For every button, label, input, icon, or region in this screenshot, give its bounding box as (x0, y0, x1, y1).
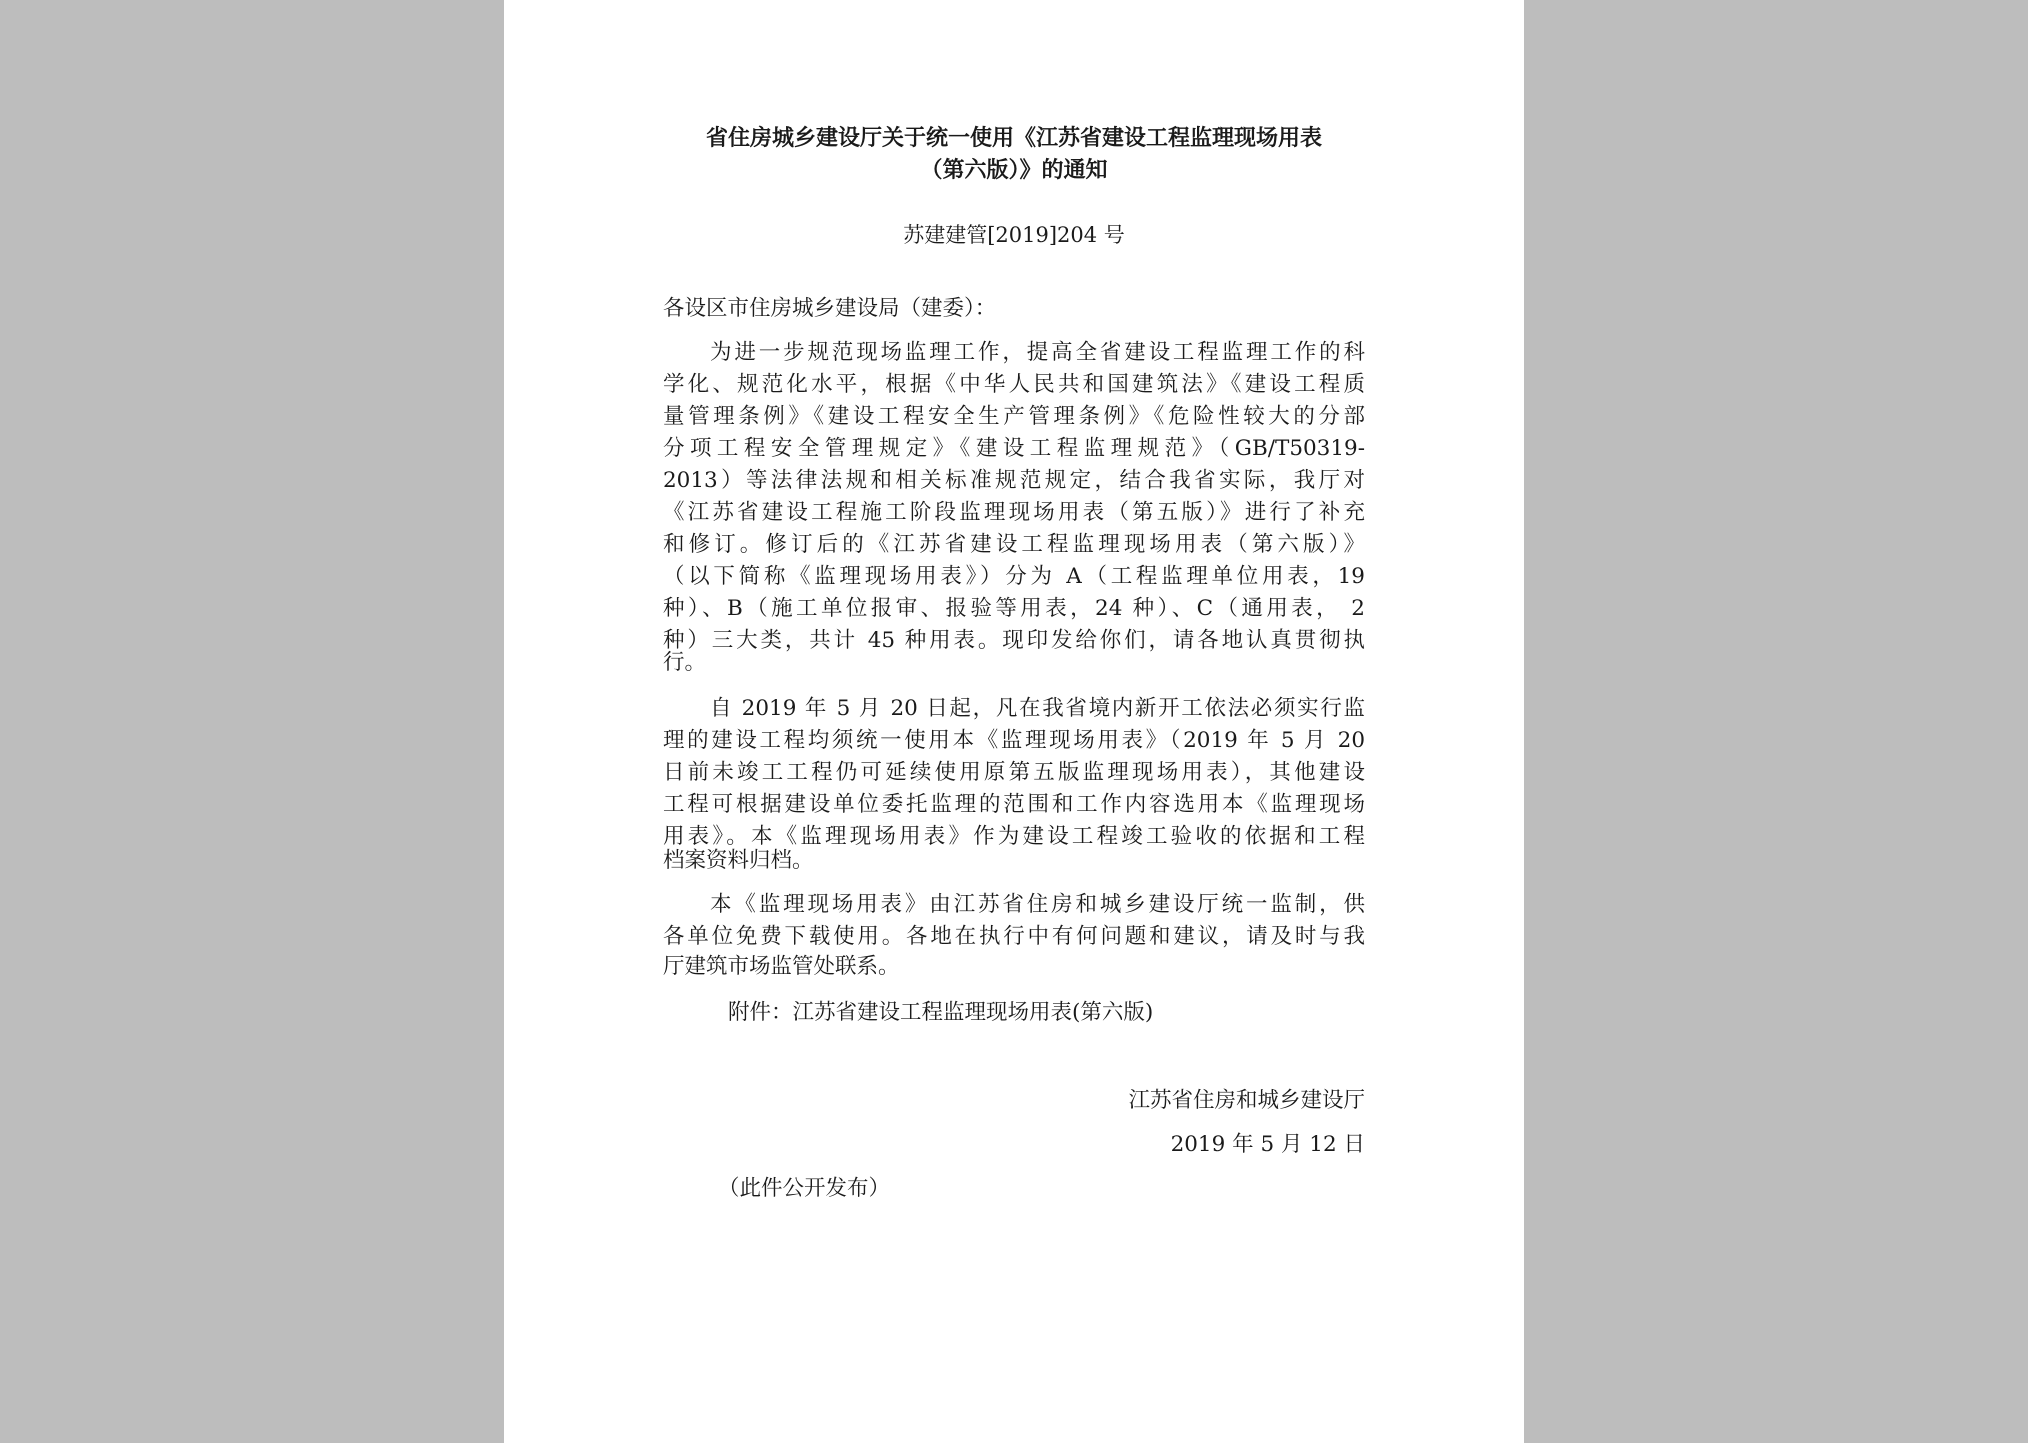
paragraph-1-line: 行。 (663, 650, 707, 675)
paragraph-1-line: 2013）等法律法规和相关标准规范规定，结合我省实际，我厅对 (663, 468, 1365, 493)
paragraph-1-line: 学化、规范化水平，根据《中华人民共和国建筑法》《建设工程质 (663, 372, 1365, 397)
paragraph-3-line: 本《监理现场用表》由江苏省住房和城乡建设厅统一监制，供 (710, 892, 1365, 917)
paragraph-3-line: 厅建筑市场监管处联系。 (663, 954, 900, 979)
paragraph-2-line: 用表》。本《监理现场用表》作为建设工程竣工验收的依据和工程 (663, 824, 1365, 849)
publication-note: （此件公开发布） (718, 1176, 891, 1201)
paragraph-1-line: 为进一步规范现场监理工作，提高全省建设工程监理工作的科 (710, 340, 1365, 365)
paragraph-1-line: 种）、B（施工单位报审、报验等用表，24 种）、C（通用表， 2 (663, 596, 1365, 621)
attachment-line: 附件：江苏省建设工程监理现场用表(第六版) (728, 1000, 1154, 1025)
document-page (504, 0, 1524, 1443)
paragraph-3-line: 各单位免费下载使用。各地在执行中有何问题和建议，请及时与我 (663, 924, 1365, 949)
paragraph-1-line: （以下简称《监理现场用表》）分为 A（工程监理单位用表，19 (663, 564, 1365, 589)
paragraph-1-line: 分项工程安全管理规定》《建设工程监理规范》（GB/T50319- (663, 436, 1365, 461)
paragraph-1-line: 种）三大类，共计 45 种用表。现印发给你们，请各地认真贯彻执 (663, 628, 1365, 653)
document-title-line-1: 省住房城乡建设厅关于统一使用《江苏省建设工程监理现场用表 (705, 126, 1322, 151)
paragraph-2-line: 理的建设工程均须统一使用本《监理现场用表》（2019 年 5 月 20 (663, 728, 1365, 753)
document-number: 苏建建管[2019]204 号 (903, 223, 1125, 247)
paragraph-1-line: 《江苏省建设工程施工阶段监理现场用表（第五版）》进行了补充 (663, 500, 1365, 525)
paragraph-2-line: 工程可根据建设单位委托监理的范围和工作内容选用本《监理现场 (663, 792, 1365, 817)
paragraph-2-line: 自 2019 年 5 月 20 日起，凡在我省境内新开工依法必须实行监 (710, 696, 1365, 721)
salutation: 各设区市住房城乡建设局（建委）： (663, 296, 997, 321)
document-title-line-2: （第六版）》的通知 (920, 158, 1108, 183)
paragraph-1-line: 量管理条例》《建设工程安全生产管理条例》《危险性较大的分部 (663, 404, 1365, 429)
issue-date: 2019 年 5 月 12 日 (1170, 1132, 1365, 1157)
issuer-name: 江苏省住房和城乡建设厅 (1128, 1088, 1365, 1113)
paragraph-1-line: 和修订。修订后的《江苏省建设工程监理现场用表（第六版）》 (663, 532, 1365, 557)
paragraph-2-line: 日前未竣工工程仍可延续使用原第五版监理现场用表），其他建设 (663, 760, 1365, 785)
paragraph-2-line: 档案资料归档。 (663, 848, 814, 873)
